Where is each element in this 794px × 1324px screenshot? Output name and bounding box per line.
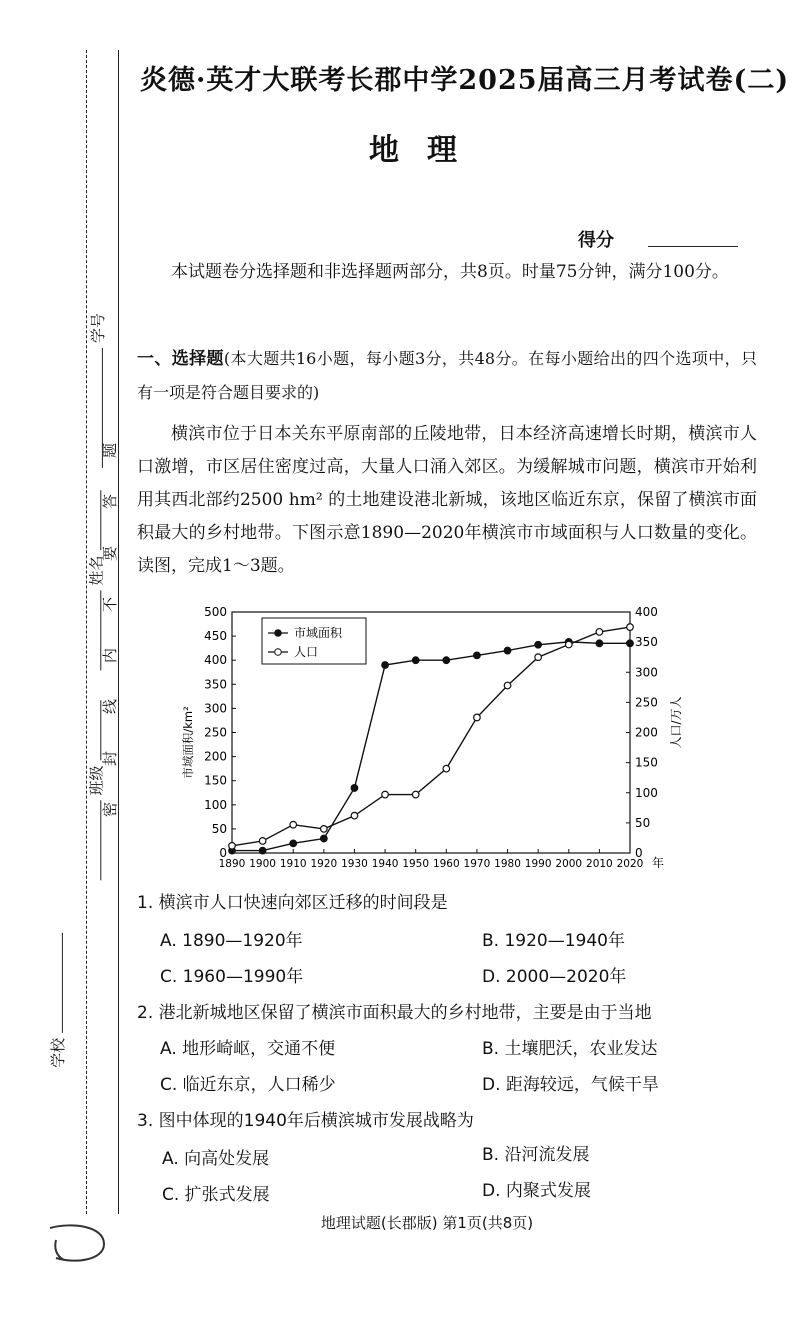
legend-marker: [275, 649, 282, 656]
seal-char: 不: [101, 596, 120, 612]
option-1d[interactable]: D. 2000—2020年: [482, 967, 627, 987]
y-left-tick-label: 500: [204, 605, 227, 619]
data-point-2: [504, 682, 511, 689]
x-tick-label: 1890: [218, 858, 246, 870]
data-point-2: [412, 791, 419, 798]
series-line-1: [232, 642, 630, 851]
population-area-chart: [170, 598, 690, 880]
y-right-tick-label: 150: [635, 755, 658, 770]
data-point-2: [443, 765, 450, 772]
seal-char: 答: [101, 494, 120, 510]
x-tick-label: 1940: [371, 858, 399, 870]
school-field: [47, 933, 68, 1068]
passage: [137, 418, 757, 583]
x-tick-label: 1980: [494, 858, 521, 870]
data-point-1: [321, 835, 328, 842]
y-right-tick-label: 400: [635, 605, 658, 619]
seal-line-notice: [95, 440, 125, 820]
data-point-2: [351, 812, 358, 819]
data-point-2: [229, 842, 236, 849]
data-point-1: [259, 847, 266, 854]
data-point-2: [565, 641, 572, 648]
y-left-tick-label: 300: [204, 701, 227, 716]
data-point-1: [290, 840, 297, 847]
option-1b[interactable]: B. 1920—1940年: [482, 931, 625, 951]
y-right-axis-label: 人口/万人: [669, 696, 683, 749]
question-1: [137, 888, 757, 913]
y-right-tick-label: 250: [635, 695, 658, 710]
question-stem: 2. 港北新城地区保留了横滨市面积最大的乡村地带，主要是由于当地: [137, 1003, 652, 1023]
x-tick-label: 1970: [463, 858, 491, 870]
class-label: 班级: [87, 765, 106, 796]
y-left-tick-label: 0: [219, 846, 227, 860]
data-point-2: [474, 714, 481, 721]
x-tick-label: 1950: [402, 858, 430, 870]
y-right-tick-label: 100: [635, 785, 658, 800]
option-3b[interactable]: B. 沿河流发展: [482, 1145, 590, 1165]
section-heading: [137, 342, 757, 410]
x-tick-label: 1960: [432, 858, 460, 870]
seal-char: 封: [101, 750, 120, 766]
subject-title: 地理: [369, 133, 485, 168]
data-point-1: [412, 657, 419, 664]
seal-char: 密: [101, 801, 120, 817]
x-tick-label: 2000: [555, 858, 583, 870]
section-title: 一、选择题: [137, 349, 224, 369]
x-unit-label: 年: [652, 856, 665, 870]
y-right-tick-label: 50: [635, 815, 651, 830]
exam-title: 炎德·英才大联考长郡中学2025届高三月考试卷(二): [140, 65, 790, 96]
y-right-tick-label: 350: [635, 635, 658, 650]
data-point-2: [290, 821, 297, 828]
data-point-1: [443, 657, 450, 664]
legend-marker: [275, 630, 282, 637]
data-point-2: [382, 791, 389, 798]
y-left-tick-label: 400: [204, 653, 227, 668]
legend-label: 市域面积: [294, 626, 343, 640]
legend-label: 人口: [294, 645, 319, 659]
page-footer: 地理试题(长郡版) 第1页(共8页): [320, 1214, 534, 1232]
x-tick-label: 1930: [341, 858, 368, 870]
seal-char: 要: [101, 545, 120, 561]
x-tick-label: 1990: [524, 858, 552, 870]
seal-char: 内: [101, 648, 120, 664]
seal-char: 线: [101, 699, 120, 715]
y-left-tick-label: 250: [204, 725, 227, 740]
y-right-tick-label: 0: [635, 846, 643, 860]
data-point-1: [535, 641, 542, 648]
section-note: (本大题共16小题，每小题3分，共48分。在每小题给出的四个选项中，只有一项是符合题目要求的): [137, 349, 757, 402]
option-2a[interactable]: A. 地形崎岖，交通不便: [160, 1039, 336, 1059]
option-2b[interactable]: B. 土壤肥沃，农业发达: [482, 1039, 658, 1059]
x-tick-label: 2010: [586, 858, 613, 870]
y-left-tick-label: 350: [204, 677, 227, 692]
y-right-tick-label: 200: [635, 725, 658, 740]
option-3d[interactable]: D. 内聚式发展: [482, 1181, 591, 1201]
data-point-2: [535, 654, 542, 661]
intro-text: 本试题卷分选择题和非选择题两部分，共8页。时量75分钟，满分100分。: [171, 262, 729, 282]
option-2d[interactable]: D. 距海较远，气候干旱: [482, 1075, 659, 1095]
score-label: 得分: [578, 230, 614, 251]
question-3: [137, 1106, 757, 1131]
y-left-tick-label: 100: [204, 797, 227, 812]
y-left-tick-label: 450: [204, 629, 227, 644]
y-left-tick-label: 150: [204, 773, 227, 788]
x-tick-label: 1900: [249, 858, 276, 870]
option-1a[interactable]: A. 1890—1920年: [160, 931, 303, 951]
x-tick-label: 1920: [310, 858, 338, 870]
data-point-2: [259, 838, 266, 845]
data-point-2: [596, 629, 603, 636]
data-point-1: [627, 640, 634, 647]
y-left-tick-label: 200: [204, 749, 227, 764]
name-label: 姓名: [87, 555, 106, 586]
chart-axes: [181, 605, 683, 870]
option-3a[interactable]: A. 向高处发展: [162, 1149, 270, 1169]
score-blank: [648, 246, 738, 247]
x-tick-label: 1910: [279, 858, 307, 870]
y-left-tick-label: 50: [211, 821, 227, 836]
y-left-axis-label: 市域面积/km²: [181, 706, 195, 779]
question-stem: 1. 横滨市人口快速向郊区迁移的时间段是: [137, 893, 448, 913]
option-3c[interactable]: C. 扩张式发展: [162, 1185, 270, 1205]
corner-logo-icon: [42, 1218, 112, 1268]
option-1c[interactable]: C. 1960—1990年: [160, 967, 304, 987]
data-point-2: [321, 826, 328, 833]
y-right-tick-label: 300: [635, 665, 658, 680]
school-label: 学校: [48, 1037, 67, 1068]
question-2: [137, 998, 757, 1023]
student-number-label: 学号: [88, 313, 107, 344]
passage-text: 横滨市位于日本关东平原南部的丘陵地带，日本经济高速增长时期，横滨市人口激增，市区居住密度过高，大量人口涌入郊区。为缓解城市问题，横滨市开始利用其西北部约2500 hm² 的土地建设港北新城，该地区临近东京，保留了横滨市面积最大的乡村地带。下图示意1890—2020年横滨市市域面积与人口数量的变化。读图，完成1～3题。: [137, 424, 757, 576]
seal-char: 题: [101, 442, 120, 459]
data-point-1: [382, 662, 389, 669]
data-point-1: [351, 785, 358, 792]
data-point-1: [474, 652, 481, 659]
data-point-2: [627, 624, 634, 631]
option-2c[interactable]: C. 临近东京，人口稀少: [160, 1075, 336, 1095]
chart-legend: [262, 618, 366, 664]
data-point-1: [596, 640, 603, 647]
intro-paragraph: [137, 256, 757, 289]
question-stem: 3. 图中体现的1940年后横滨城市发展战略为: [137, 1111, 474, 1131]
data-point-1: [504, 647, 511, 654]
x-tick-label: 2020: [616, 858, 644, 870]
